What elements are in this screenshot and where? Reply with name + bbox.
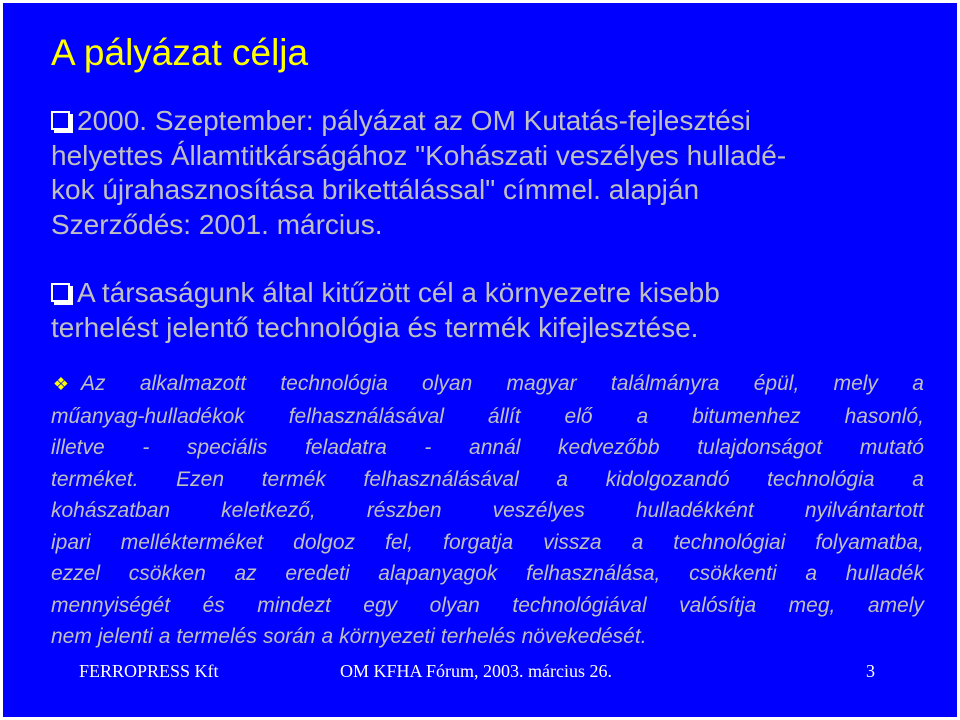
sub-bullet-word: meg, [788, 593, 836, 617]
checkbox-icon [51, 283, 70, 302]
footer-event: OM KFHA Fórum, 2003. március 26. [340, 661, 613, 681]
sub-bullet-word: technológia [280, 372, 388, 395]
sub-bullet-word: mellékterméket [120, 530, 264, 554]
sub-bullet-word: növekedését. [521, 625, 647, 648]
sub-bullet-word: nem [51, 625, 92, 648]
sub-bullet-word: mennyiségét [51, 593, 171, 617]
sub-bullet-word: a [631, 530, 644, 554]
sub-bullet-word: feladatra [305, 436, 387, 459]
sub-bullet-word: valósítja [679, 593, 757, 617]
sub-bullet-word: folyamatba, [815, 530, 924, 554]
sub-bullet-line [51, 401, 924, 433]
sub-bullet-word: kedvezőbb [558, 436, 660, 459]
sub-bullet-word: elő [564, 404, 593, 428]
slide-title: A pályázat célja [51, 32, 309, 73]
sub-bullet-word: hasonló, [844, 404, 924, 428]
sub-bullet-word: bitumenhez [692, 404, 801, 428]
sub-bullet-line [51, 558, 924, 590]
sub-bullet-word: technológiai [673, 530, 786, 554]
sub-bullet-word: Ezen [176, 467, 225, 491]
sub-bullet-word: tulajdonságot [697, 436, 823, 459]
sub-bullet-word: a [636, 404, 649, 428]
bullet-line: terhelést jelentő technológia és termék kifejlesztése. [51, 311, 699, 343]
sub-bullet-word: termék [261, 467, 326, 491]
sub-bullet-word: felhasználásával [288, 404, 444, 428]
sub-bullet-word: terméket. [51, 467, 139, 491]
sub-bullet-word: mutató [859, 436, 924, 459]
sub-bullet-word: és [202, 593, 225, 617]
sub-bullet-word: veszélyes [492, 499, 585, 522]
sub-bullet-word: a [556, 467, 569, 491]
footer-page-number: 3 [866, 661, 875, 681]
sub-bullet-word: forgatja [443, 530, 514, 554]
sub-bullet-word: egy [363, 593, 398, 617]
sub-bullet-word: hulladék [845, 562, 924, 585]
sub-bullet-line [51, 621, 924, 653]
sub-bullet-word: jelenti [97, 625, 153, 648]
sub-bullet-word: termelés [176, 625, 257, 648]
sub-bullet-word: terhelés [440, 625, 516, 648]
sub-bullet-word: olyan [429, 593, 480, 617]
sub-bullet-word: annál [469, 436, 521, 459]
sub-bullet-line [51, 432, 924, 464]
sub-bullet-word: keletkező, [221, 499, 316, 522]
sub-bullet-word: Az [81, 372, 106, 395]
sub-bullet-word: technológia [767, 467, 875, 491]
sub-bullet-word: dolgoz [293, 530, 356, 554]
sub-bullet-word: környezeti [339, 625, 435, 648]
bullet-line [51, 276, 720, 311]
sub-bullet-word: technológiával [512, 593, 647, 617]
sub-bullet-line [51, 590, 924, 622]
sub-bullet-word: során [262, 625, 316, 648]
sub-bullet-word: felhasználása, [526, 562, 661, 585]
sub-bullet-word: speciális [186, 436, 268, 459]
checkbox-icon [51, 111, 70, 130]
sub-bullet-word: - [142, 436, 150, 459]
sub-bullet-word: olyan [422, 372, 473, 395]
sub-bullet-word: a [912, 372, 924, 395]
sub-bullet-word: az [234, 562, 257, 585]
sub-bullet-word: állít [487, 404, 521, 428]
bullet-line: kok újrahasznosítása brikettálással" címmel. alapján [51, 174, 700, 205]
sub-bullet-word: amely [867, 593, 924, 617]
bullet-line [51, 104, 786, 139]
sub-bullet-word: - [424, 436, 432, 459]
sub-bullet-word: mindezt [257, 593, 331, 617]
sub-bullet-word: alapanyagok [378, 562, 498, 585]
sub-bullet-word: felhasználásával [363, 467, 519, 491]
sub-bullet-word: csökken [128, 562, 206, 585]
sub-bullet-line [51, 527, 924, 559]
sub-bullet-line [51, 464, 924, 496]
sub-bullet-line [51, 368, 924, 401]
bullet-line-text: A társaságunk által kitűzött cél a környezetre kisebb [77, 277, 720, 308]
bullet-line: helyettes Államtitkárságához "Kohászati veszélyes hulladé- [51, 139, 787, 171]
sub-bullet-word: műanyag-hulladékok [51, 404, 245, 428]
bullet-line-text: 2000. Szeptember: pályázat az OM Kutatás-fejlesztési [77, 105, 751, 136]
sub-bullet-word: a [158, 625, 171, 648]
sub-bullet-word: találmányra [610, 372, 720, 395]
sub-bullet-word: eredeti [285, 562, 350, 585]
bullet-item [51, 104, 786, 242]
sub-bullet-first-word [51, 368, 106, 401]
sub-bullet-word: illetve [51, 436, 105, 459]
footer-company: FERROPRESS Kft [79, 661, 219, 681]
diamond-bullet-icon: ❖ [52, 374, 70, 394]
sub-bullet-paragraph [51, 368, 924, 653]
sub-bullet-word: a [805, 562, 818, 585]
sub-bullet-line [51, 495, 924, 527]
sub-bullet-word: nyilvántartott [804, 499, 924, 522]
sub-bullet-word: kohászatban [51, 499, 171, 522]
sub-bullet-word: mely [833, 372, 878, 395]
sub-bullet-word: ezzel [51, 562, 101, 585]
sub-bullet-word: épül, [753, 372, 800, 395]
sub-bullet-word: a [321, 625, 334, 648]
sub-bullet-word: a [912, 467, 924, 491]
sub-bullet-word: fel, [385, 530, 414, 554]
sub-bullet-word: ipari [51, 530, 91, 554]
sub-bullet-word: alkalmazott [139, 372, 247, 395]
sub-bullet-word: csökkenti [689, 562, 777, 585]
bullet-item [51, 276, 720, 345]
sub-bullet-word: hulladékként [635, 499, 754, 522]
sub-bullet-word: kidolgozandó [605, 467, 730, 491]
sub-bullet-word: vissza [543, 530, 602, 554]
sub-bullet-word: magyar [506, 372, 577, 395]
bullet-line: Szerződés: 2001. március. [51, 208, 383, 240]
sub-bullet-word: részben [366, 499, 442, 522]
